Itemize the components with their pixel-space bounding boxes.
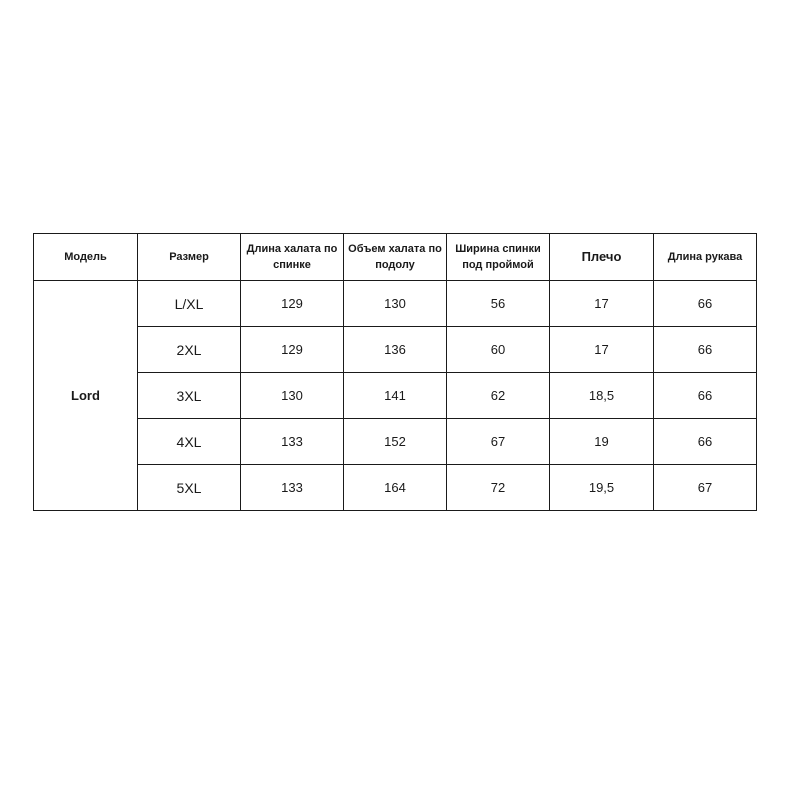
table-row — [34, 373, 757, 419]
header-hem-volume: Объем халата по подолу — [344, 234, 447, 281]
table-row — [34, 465, 757, 511]
size-cell: 5XL — [138, 465, 241, 511]
sleeve-length-cell: 66 — [654, 373, 757, 419]
back-length-cell: 133 — [241, 465, 344, 511]
header-row — [34, 234, 757, 281]
shoulder-cell: 18,5 — [550, 373, 654, 419]
hem-volume-cell: 141 — [344, 373, 447, 419]
table-row — [34, 327, 757, 373]
back-length-cell: 129 — [241, 281, 344, 327]
header-shoulder: Плечо — [550, 234, 654, 281]
hem-volume-cell: 152 — [344, 419, 447, 465]
header-back-length: Длина халата по спинке — [241, 234, 344, 281]
table-row — [34, 281, 757, 327]
header-sleeve-length: Длина рукава — [654, 234, 757, 281]
header-model: Модель — [34, 234, 138, 281]
shoulder-cell: 19 — [550, 419, 654, 465]
back-length-cell: 130 — [241, 373, 344, 419]
shoulder-cell: 19,5 — [550, 465, 654, 511]
size-cell: 2XL — [138, 327, 241, 373]
size-chart-table — [33, 233, 757, 511]
size-cell: 3XL — [138, 373, 241, 419]
back-length-cell: 133 — [241, 419, 344, 465]
sleeve-length-cell: 66 — [654, 281, 757, 327]
sleeve-length-cell: 66 — [654, 419, 757, 465]
back-width-cell: 72 — [447, 465, 550, 511]
sleeve-length-cell: 67 — [654, 465, 757, 511]
size-cell: L/XL — [138, 281, 241, 327]
table-row — [34, 419, 757, 465]
shoulder-cell: 17 — [550, 281, 654, 327]
hem-volume-cell: 136 — [344, 327, 447, 373]
sleeve-length-cell: 66 — [654, 327, 757, 373]
back-width-cell: 56 — [447, 281, 550, 327]
back-width-cell: 60 — [447, 327, 550, 373]
model-name-cell: Lord — [34, 281, 138, 511]
back-width-cell: 67 — [447, 419, 550, 465]
hem-volume-cell: 164 — [344, 465, 447, 511]
header-size: Размер — [138, 234, 241, 281]
hem-volume-cell: 130 — [344, 281, 447, 327]
back-length-cell: 129 — [241, 327, 344, 373]
shoulder-cell: 17 — [550, 327, 654, 373]
size-cell: 4XL — [138, 419, 241, 465]
back-width-cell: 62 — [447, 373, 550, 419]
header-back-width: Ширина спинки под проймой — [447, 234, 550, 281]
